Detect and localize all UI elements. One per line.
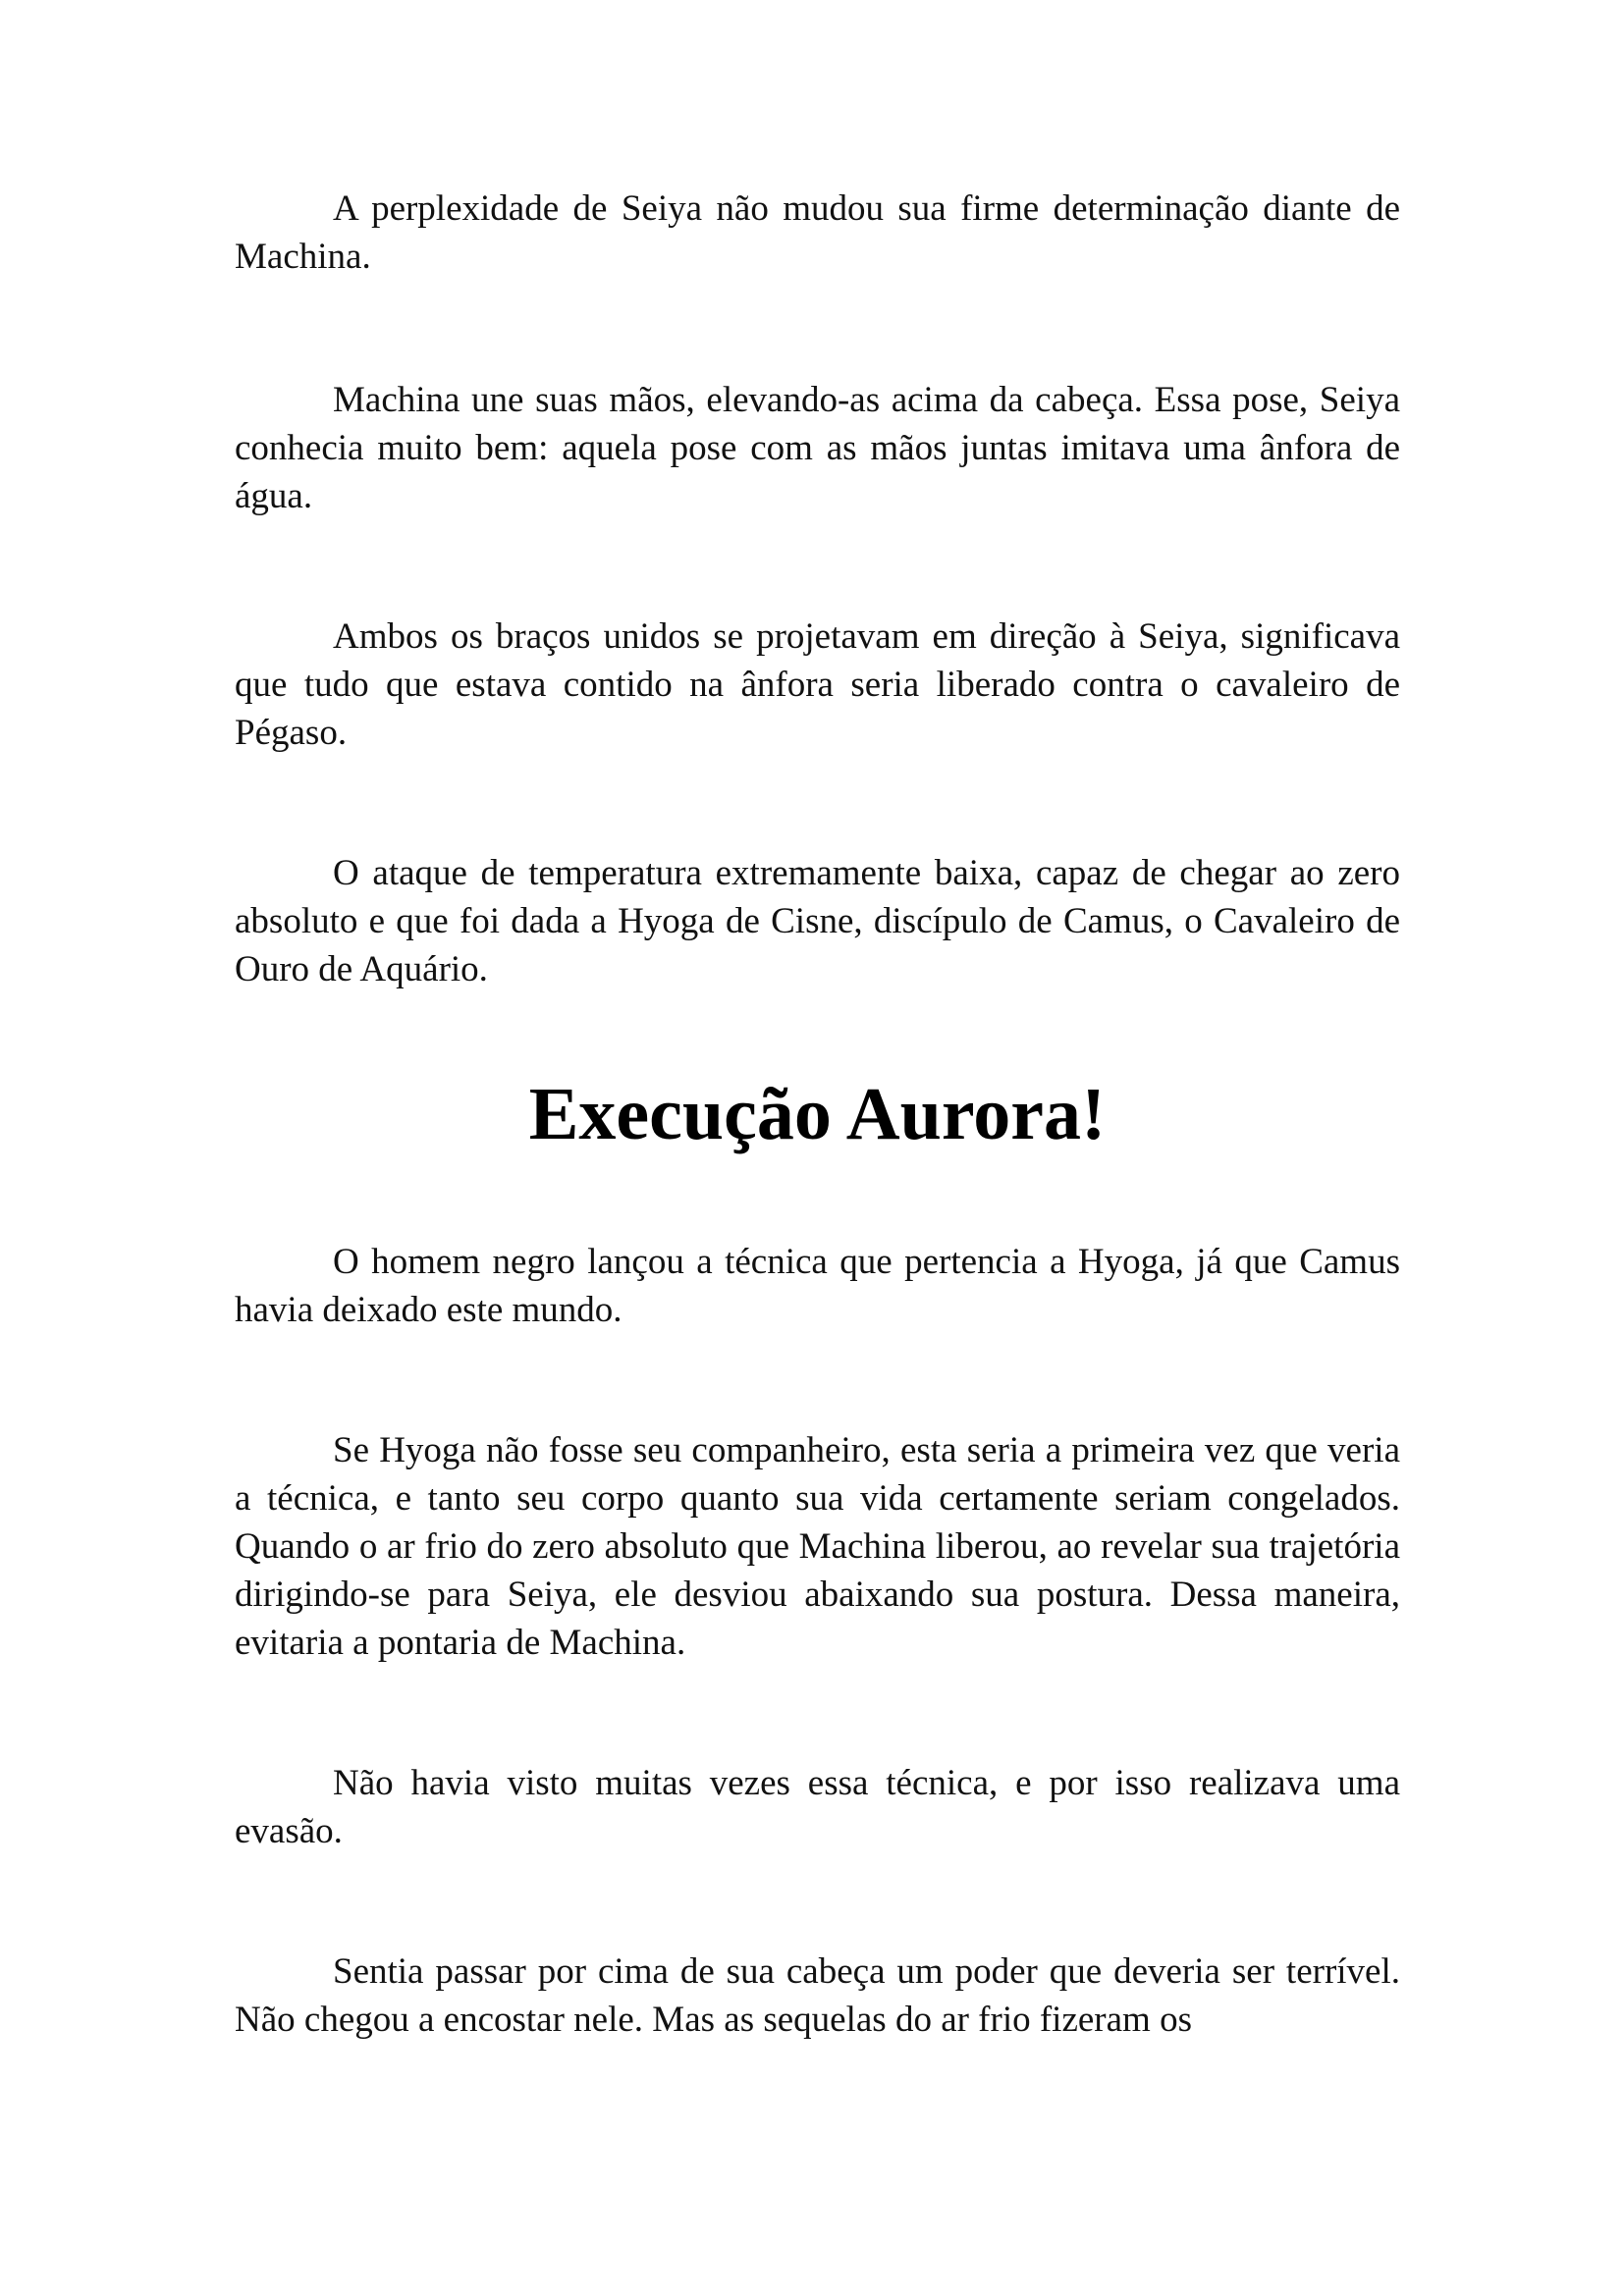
paragraph: O ataque de temperatura extremamente baixa, capaz de chegar ao zero absoluto e que foi dada a Hyoga de Cisne, discípulo de Camus, o Cavaleiro de Ouro de Aquário. xyxy=(235,853,1400,989)
paragraph: O homem negro lançou a técnica que pertencia a Hyoga, já que Camus havia deixado este mundo. xyxy=(235,1242,1400,1330)
paragraph: Sentia passar por cima de sua cabeça um poder que deveria ser terrível. Não chegou a encostar nele. Mas as sequelas do ar frio fizeram os xyxy=(235,1951,1400,2040)
paragraph: Ambos os braços unidos se projetavam em direção à Seiya, significava que tudo que estava contido na ânfora seria liberado contra o cavaleiro de Pégaso. xyxy=(235,616,1400,753)
paragraph: Machina une suas mãos, elevando-as acima da cabeça. Essa pose, Seiya conhecia muito bem: aquela pose com as mãos juntas imitava uma ânfora de água. xyxy=(235,380,1400,516)
section-heading: Execução Aurora! xyxy=(528,1073,1107,1155)
text-column xyxy=(235,185,1400,2044)
paragraph: Não havia visto muitas vezes essa técnica, e por isso realizava uma evasão. xyxy=(235,1763,1400,1851)
paragraph: A perplexidade de Seiya não mudou sua firme determinação diante de Machina. xyxy=(235,188,1400,277)
paragraph: Se Hyoga não fosse seu companheiro, esta seria a primeira vez que veria a técnica, e tanto seu corpo quanto sua vida certamente seriam congelados. Quando o ar frio do zero absoluto que Machina liberou, ao revelar sua trajetória dirigindo-se para Seiya, ele desviou abaixando sua postura. Dessa maneira, evitaria a pontaria de Machina. xyxy=(235,1430,1400,1663)
